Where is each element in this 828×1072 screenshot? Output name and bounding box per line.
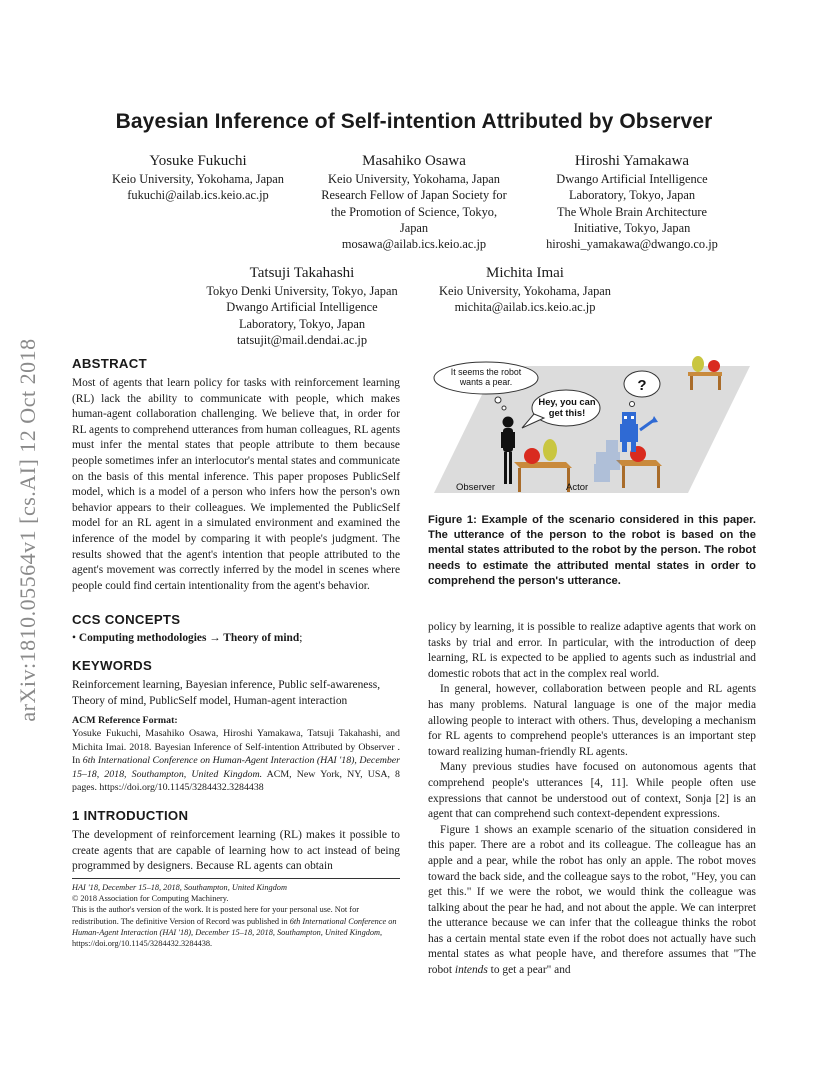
author-name: Michita Imai <box>486 265 564 281</box>
acm-ref-heading: ACM Reference Format: <box>72 715 178 726</box>
paragraph: Many previous studies have focused on autonomous agents that comprehend people's utterances [4, 11]. While people often use expressions that cannot be understood out of context, Sonja [2] is an agent that can comprehend such context-dependent expressions. <box>428 761 756 821</box>
question-mark: ? <box>637 377 647 394</box>
ccs-bullet: • <box>72 632 76 644</box>
paragraph-text: to get a pear" and <box>487 964 571 977</box>
pear-icon <box>543 439 557 461</box>
footnote <box>72 882 400 949</box>
author-affiliation: the Promotion of Science, Tokyo, <box>330 204 498 219</box>
speech-text: Hey, you can get this! <box>538 396 596 418</box>
ccs-heading: CCS CONCEPTS <box>72 612 181 627</box>
paper-title: Bayesian Inference of Self-intention Attributed by Observer <box>115 110 713 133</box>
author-name: Hiroshi Yamakawa <box>574 153 690 169</box>
acm-ref-venue: 6th International Conference on Human-Agent Interaction (HAI '18), December 15–18, 2018, Southampton, United Kingdom. <box>72 755 400 780</box>
intro-heading: 1 INTRODUCTION <box>72 808 189 823</box>
footnote-note-text: This is the author's version of the work. It is posted here for your personal use. Not for redistribution. The definitive Version of Record was published in <box>72 905 359 926</box>
author-affiliation: Dwango Artificial Intelligence <box>556 172 708 186</box>
abstract-text: Most of agents that learn policy for tasks with reinforcement learning (RL) lack the ability to communicate with people, which makes human-agent collaboration challenging. We believe that, in order for RL agents to comprehend utterances from human colleagues, RL agents must infer the mental states that people attribute to them because people sometimes infer an interlocutor's mental states and communicate on the basis of this mental inference. This paper proposes PublicSelf model, which is a model of a person who infers how the person's own behavior appears to their colleagues. We implemented the PublicSelf model for an RL agent in a simulated environment and examined the inference of the model by comparing it with people's judgment. The results showed that the agent's intention that people attributed to the agent's movement was correctly inferred by the model in scenes where people could find certain intentionality from the agent's behavior. <box>72 377 400 592</box>
figure-1-illustration <box>426 352 754 504</box>
label-observer: Observer <box>456 482 496 493</box>
author-affiliation: Research Fellow of Japan Society for <box>321 188 507 203</box>
author-name: Tatsuji Takahashi <box>249 265 355 281</box>
author-block <box>192 263 412 348</box>
observer-thought-text: It seems the robot wants a pear. <box>450 367 522 387</box>
footnote-note <box>72 904 400 949</box>
footnote-copyright: © 2018 Association for Computing Machinery. <box>72 894 229 904</box>
author-block <box>304 151 524 252</box>
arxiv-stamp <box>8 295 48 765</box>
abstract-heading: ABSTRACT <box>72 356 147 371</box>
author-email: mosawa@ailab.ics.keio.ac.jp <box>341 237 487 252</box>
author-name: Masahiko Osawa <box>362 153 466 169</box>
paragraph: In general, however, collaboration between people and RL agents has many problems. Natural language is one of the major media allowing people to interact with others. Thus, developing a mechanism for RL agents to comprehend people's utterances is an important step toward realizing human-friendly RL agents. <box>428 683 756 758</box>
paragraph: policy by learning, it is possible to realize adaptive agents that work on tasks by trial and error. In particular, with the introduction of deep learning, RL is expected to be applied to agents such as industrial and domestic robots that act in the complex real world. <box>428 621 756 680</box>
footnote-note-doi: , https://doi.org/10.1145/3284432.3284438. <box>72 927 383 949</box>
intro-paragraph: The development of reinforcement learning (RL) makes it possible to create agents that are capable of learning how to act instead of being programmed by designers. Because RL agents can obtain <box>72 829 400 873</box>
author-affiliation: Laboratory, Tokyo, Japan <box>238 316 366 331</box>
author-email: hiroshi_yamakawa@dwango.co.jp <box>546 237 718 252</box>
right-column-text <box>428 620 756 979</box>
ccs-suffix: ; <box>299 632 303 644</box>
apple-icon <box>708 360 720 372</box>
keywords-text: Reinforcement learning, Bayesian inference, Public self-awareness, Theory of mind, PublicSelf model, Human-agent interaction <box>72 679 381 707</box>
keywords-heading: KEYWORDS <box>72 658 153 673</box>
author-affiliation: Keio University, Yokohama, Japan <box>439 284 611 298</box>
author-affiliation: Keio University, Yokohama, Japan <box>328 172 500 186</box>
author-email: michita@ailab.ics.keio.ac.jp <box>454 300 596 315</box>
author-block <box>415 263 635 316</box>
paragraph <box>428 823 756 979</box>
footnote-note-venue: 6th International Conference on Human-Agent Interaction (HAI '18), December 15–18, 2018, Southampton, United Kingdom <box>72 916 397 937</box>
figure-1-caption: Figure 1: Example of the scenario considered in this paper. The utterance of the person to the robot is based on the mental states attributed to the robot by the person. The robot needs to estimate the attributed mental states in order to comprehend the person's utterance. <box>428 514 756 587</box>
author-email: tatsujit@mail.dendai.ac.jp <box>236 332 368 347</box>
author-block <box>522 151 742 252</box>
author-affiliation: The Whole Brain Architecture <box>556 204 708 219</box>
author-email: fukuchi@ailab.ics.keio.ac.jp <box>127 188 269 203</box>
author-affiliation: Keio University, Yokohama, Japan <box>112 172 284 186</box>
label-actor: Actor <box>566 482 589 493</box>
footnote-rule <box>72 878 400 879</box>
author-affiliation: Laboratory, Tokyo, Japan <box>568 188 696 203</box>
ccs-concept: Computing methodologies → Theory of mind <box>78 632 300 644</box>
paragraph-text: Figure 1 shows an example scenario of the situation considered in this paper. There are a robot and its colleague. The colleague has an apple and a pear, while the robot has only an apple. The robot moves toward the back side, and the colleague says to the robot, "Hey, you can get this." If we were the robot, we would think the colleague was talking about the pear he had, and not about the apple. We can interpret the utterance because we can infer that the colleague thinks the robot has a certain mental state even if the robot does not actually have such mental states as what people have, and therefore assumes that "The robot <box>428 823 756 977</box>
author-block <box>88 151 308 204</box>
arxiv-stamp-text: arXiv:1810.05564v1 [cs.AI] 12 Oct 2018 <box>15 338 40 722</box>
emphasis: intends <box>454 964 488 977</box>
author-affiliation: Japan <box>399 220 429 235</box>
author-affiliation: Initiative, Tokyo, Japan <box>573 220 691 235</box>
apple-icon <box>524 448 540 464</box>
acm-ref-publisher: ACM, New York, NY, USA, 8 pages. https://doi.org/10.1145/3284432.3284438 <box>72 768 400 793</box>
author-affiliation: Dwango Artificial Intelligence <box>226 300 378 315</box>
acm-ref-text <box>72 727 400 795</box>
footnote-conference: HAI '18, December 15–18, 2018, Southampton, United Kingdom <box>72 883 287 892</box>
author-affiliation: Tokyo Denki University, Tokyo, Japan <box>206 284 398 298</box>
ccs-text <box>72 631 400 647</box>
acm-ref-authors: Yosuke Fukuchi, Masahiko Osawa, Hiroshi Yamakawa, Tatsuji Takahashi, and Michita Imai. 2018. Bayesian Inference of Self-intention Attributed by Observer . In <box>72 728 400 766</box>
pear-icon <box>692 356 704 372</box>
author-name: Yosuke Fukuchi <box>149 153 247 169</box>
